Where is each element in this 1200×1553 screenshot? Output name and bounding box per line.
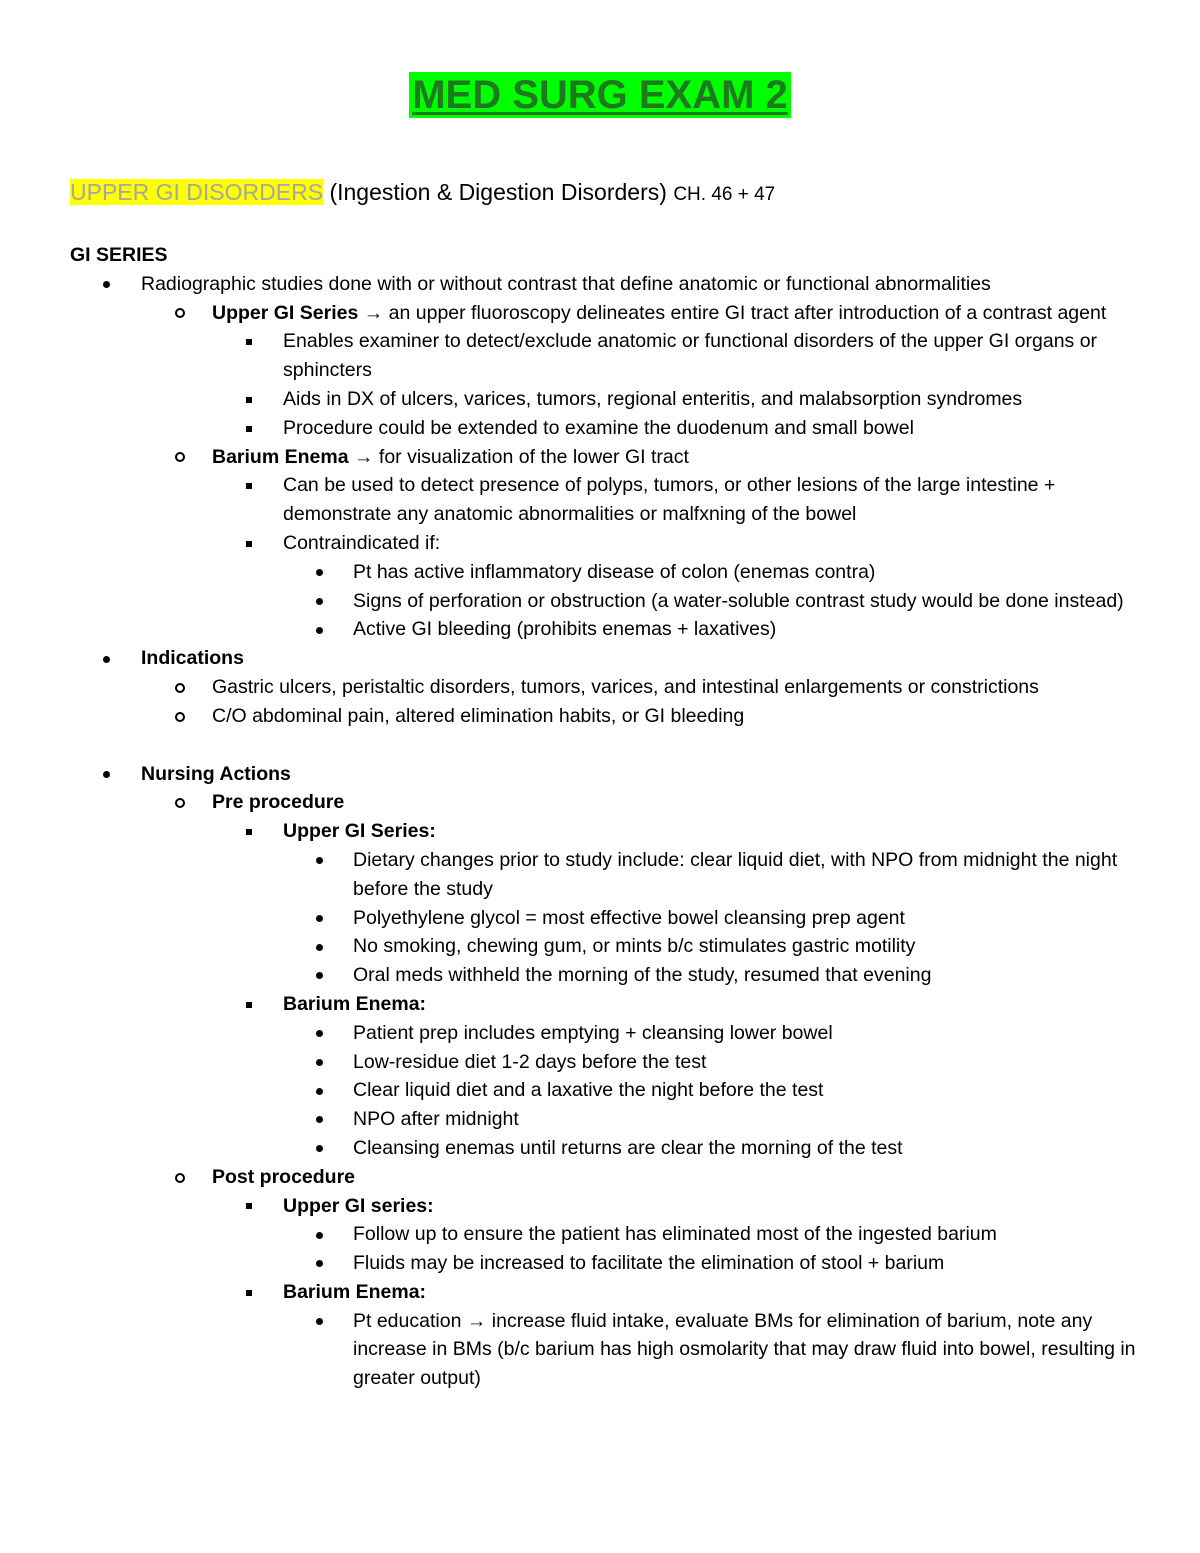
list-item: Fluids may be increased to facilitate the elimination of stool + barium [70, 1249, 1140, 1278]
list-item: Contraindicated if: [70, 529, 1140, 558]
post-barium-enema-label: Barium Enema: [283, 1280, 427, 1303]
list-item: Pt education → increase fluid intake, evaluate BMs for elimination of barium, note any increase in BMs (b/c barium has high osmolarity that may draw fluid into bowel, resulting in greater output) [70, 1307, 1140, 1393]
list-item: Follow up to ensure the patient has eliminated most of the ingested barium [70, 1220, 1140, 1249]
bullet-ring-icon [175, 788, 185, 817]
list-item [70, 1278, 1140, 1307]
list-item: NPO after midnight [70, 1105, 1140, 1134]
list-item: C/O abdominal pain, altered elimination habits, or GI bleeding [70, 702, 1140, 731]
bullet-dot-icon [316, 846, 323, 875]
list-item: Polyethylene glycol = most effective bowel cleansing prep agent [70, 904, 1140, 933]
bullet-square-icon [246, 817, 252, 846]
section-heading [70, 176, 775, 211]
bullet-square-icon [246, 327, 252, 356]
list-item [70, 1192, 1140, 1221]
bullet-dot-icon [316, 932, 323, 961]
bullet-square-icon [246, 414, 252, 443]
list-item [70, 644, 1140, 673]
bullet-ring-icon [175, 299, 185, 328]
bullet-ring-icon [175, 673, 185, 702]
list-item: Can be used to detect presence of polyps, tumors, or other lesions of the large intestine + demonstrate any anatomic abnormalities or malfxning of the bowel [70, 471, 1140, 529]
arrow-icon: → [466, 1309, 487, 1332]
list-item: Cleansing enemas until returns are clear the morning of the test [70, 1134, 1140, 1163]
gi-series-heading: GI SERIES [70, 244, 168, 266]
list-item: Low-residue diet 1-2 days before the test [70, 1048, 1140, 1077]
list-item: Gastric ulcers, peristaltic disorders, tumors, varices, and intestinal enlargements or constrictions [70, 673, 1140, 702]
list-item: Oral meds withheld the morning of the study, resumed that evening [70, 961, 1140, 990]
bullet-dot-icon [316, 1019, 323, 1048]
pre-barium-enema-label: Barium Enema: [283, 992, 427, 1015]
bullet-dot-icon [103, 760, 110, 789]
list-item [70, 817, 1140, 846]
section-label: UPPER GI DISORDERS [70, 179, 324, 205]
page-title: MED SURG EXAM 2 [409, 72, 791, 118]
section-subtitle: (Ingestion & Digestion Disorders) [329, 179, 667, 205]
list-item: Radiographic studies done with or without contrast that define anatomic or functional abnormalities [70, 270, 1140, 299]
list-item: Patient prep includes emptying + cleansing lower bowel [70, 1019, 1140, 1048]
bullet-ring-icon [175, 702, 185, 731]
barium-enema-label: Barium Enema [212, 445, 349, 468]
bullet-dot-icon [316, 1307, 323, 1336]
bullet-ring-icon [175, 1163, 185, 1192]
pre-procedure-label: Pre procedure [212, 791, 345, 814]
bullet-square-icon [246, 385, 252, 414]
bullet-dot-icon [316, 1076, 323, 1105]
list-item: Procedure could be extended to examine the duodenum and small bowel [70, 414, 1140, 443]
list-item [70, 1163, 1140, 1192]
list-item: Active GI bleeding (prohibits enemas + laxatives) [70, 615, 1140, 644]
section-chapters: CH. 46 + 47 [673, 184, 776, 205]
list-item [70, 760, 1140, 789]
list-item [70, 788, 1140, 817]
bullet-dot-icon [316, 1249, 323, 1278]
bullet-dot-icon [316, 904, 323, 933]
arrow-icon: → [353, 445, 374, 468]
notes-content [70, 241, 1140, 1393]
list-item: Dietary changes prior to study include: clear liquid diet, with NPO from midnight the night before the study [70, 846, 1140, 904]
list-item: Aids in DX of ulcers, varices, tumors, regional enteritis, and malabsorption syndromes [70, 385, 1140, 414]
list-item: Pt has active inflammatory disease of colon (enemas contra) [70, 558, 1140, 587]
bullet-dot-icon [103, 644, 110, 673]
bullet-dot-icon [316, 1134, 323, 1163]
list-item [70, 990, 1140, 1019]
bullet-square-icon [246, 1192, 252, 1221]
bullet-dot-icon [316, 1220, 323, 1249]
list-item: Enables examiner to detect/exclude anatomic or functional disorders of the upper GI organs or sphincters [70, 327, 1140, 385]
title-wrap [0, 72, 1200, 118]
indications-label: Indications [141, 647, 244, 670]
bullet-square-icon [246, 529, 252, 558]
arrow-icon: → [363, 301, 384, 324]
bullet-dot-icon [316, 587, 323, 616]
upper-gi-label: Upper GI Series [212, 301, 359, 324]
bullet-dot-icon [103, 270, 110, 299]
post-upper-gi-label: Upper GI series: [283, 1194, 434, 1217]
blank-line [70, 731, 1140, 760]
bullet-square-icon [246, 471, 252, 500]
post-procedure-label: Post procedure [212, 1165, 356, 1188]
list-item: Clear liquid diet and a laxative the night before the test [70, 1076, 1140, 1105]
bullet-square-icon [246, 1278, 252, 1307]
nursing-actions-label: Nursing Actions [141, 762, 291, 785]
bullet-ring-icon [175, 443, 185, 472]
notes-list [70, 241, 1140, 1393]
bullet-dot-icon [316, 558, 323, 587]
bullet-dot-icon [316, 1048, 323, 1077]
bullet-dot-icon [316, 1105, 323, 1134]
list-item: Upper GI Series → an upper fluoroscopy delineates entire GI tract after introduction of a contrast agent [70, 299, 1140, 328]
bullet-dot-icon [316, 615, 323, 644]
list-item: Barium Enema → for visualization of the lower GI tract [70, 443, 1140, 472]
list-item: Signs of perforation or obstruction (a water-soluble contrast study would be done instead) [70, 587, 1140, 616]
bullet-square-icon [246, 990, 252, 1019]
bullet-dot-icon [316, 961, 323, 990]
pre-upper-gi-label: Upper GI Series: [283, 820, 436, 843]
list-item: No smoking, chewing gum, or mints b/c stimulates gastric motility [70, 932, 1140, 961]
